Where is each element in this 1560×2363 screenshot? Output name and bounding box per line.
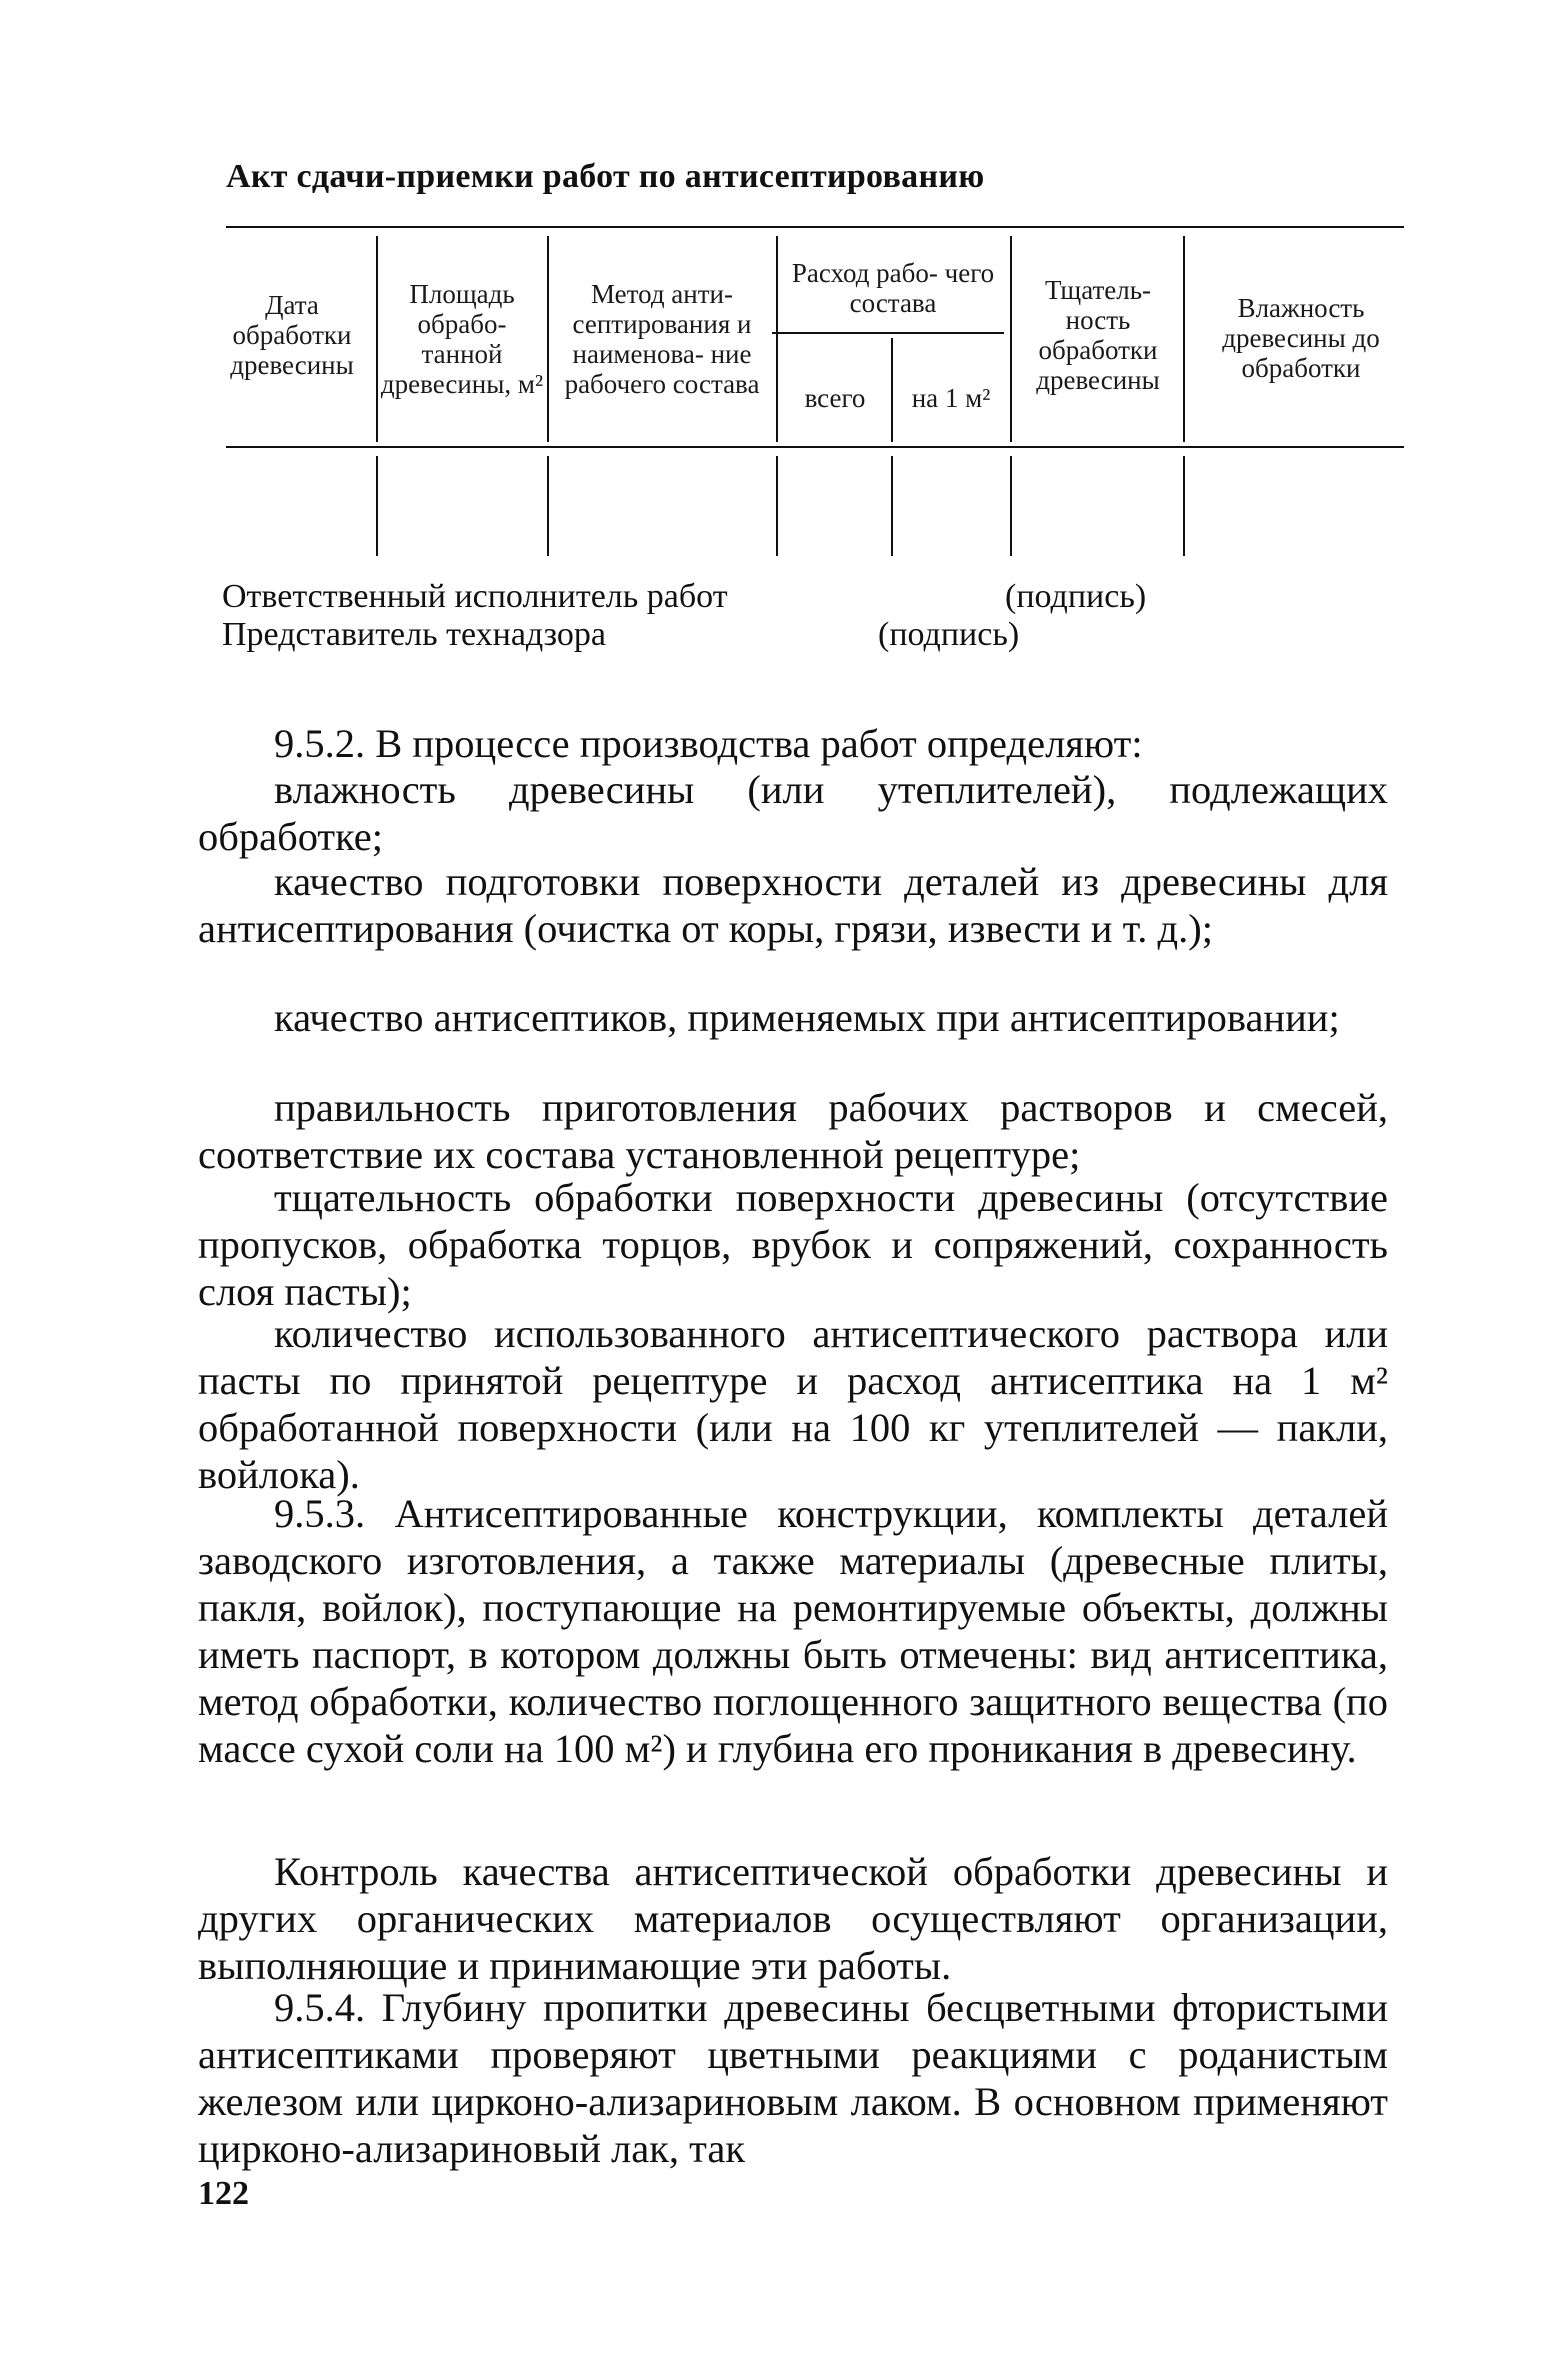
supervisor-signature: (подпись) xyxy=(878,616,1020,653)
row-divider-6 xyxy=(1183,456,1185,556)
col-divider-1 xyxy=(376,236,378,442)
col-divider-5 xyxy=(1010,236,1012,442)
paragraph-solution-preparation: правильность приготовления рабочих растворов и смесей, соответствие их состава установленной рецептуре; xyxy=(198,1085,1388,1177)
col-header-humidity: Влажность древесины до обработки xyxy=(1222,293,1380,383)
paragraph-surface-quality: качество подготовки поверхности деталей из древесины для антисептирования (очистка от коры, грязи, извести и т. д.); xyxy=(198,859,1388,951)
col-divider-4 xyxy=(891,338,893,442)
consumption-sub-rule xyxy=(772,332,1004,334)
row-divider-3 xyxy=(776,456,778,556)
col-divider-6 xyxy=(1183,236,1185,442)
paragraph-solution-amount: количество использованного антисептического раствора или пасты по принятой рецептуре и расход антисептика на 1 м² обработанной поверхности (или на 100 кг утеплителей — пакли, войлока). xyxy=(198,1311,1388,1497)
col-header-total: всего xyxy=(804,383,866,413)
table-top-rule xyxy=(226,226,1404,228)
col-header-per-m2: на 1 м² xyxy=(911,383,991,413)
page-number: 122 xyxy=(198,2175,249,2212)
col-header-thoroughness: Тщатель- ность обработки древесины xyxy=(1036,275,1160,395)
col-header-method: Метод анти- септирования и наименова- ние рабочего состава xyxy=(564,279,760,399)
table-header-rule xyxy=(226,446,1404,448)
row-divider-2 xyxy=(547,456,549,556)
row-divider-1 xyxy=(376,456,378,556)
form-title: Акт сдачи-приемки работ по антисептированию xyxy=(226,158,985,195)
col-divider-2 xyxy=(547,236,549,442)
col-header-date: Дата обработки древесины xyxy=(230,290,354,380)
row-divider-5 xyxy=(1010,456,1012,556)
paragraph-thoroughness: тщательность обработки поверхности древесины (отсутствие пропусков, обработка торцов, врубок и сопряжений, сохранность слоя пасты); xyxy=(198,1175,1388,1314)
row-divider-4 xyxy=(891,456,893,556)
col-header-area: Площадь обрабо- танной древесины, м² xyxy=(380,279,544,399)
paragraph-antiseptic-quality: качество антисептиков, применяемых при антисептировании; xyxy=(274,995,1340,1040)
paragraph-9-5-3: 9.5.3. Антисептированные конструкции, комплекты деталей заводского изготовления, а также материалы (древесные плиты, пакля, войлок), поступающие на ремонтируемые объекты, должны иметь паспорт, в котором должны быть отмечены: вид антисептика, метод обработки, количество поглощенного защитного вещества (по массе сухой соли на 100 м²) и глубина его проникания в древесину. xyxy=(198,1491,1388,1771)
paragraph-quality-control: Контроль качества антисептической обработки древесины и других органических материалов осуществляют организации, выполняющие и принимающие эти работы. xyxy=(198,1849,1388,1988)
executor-label: Ответственный исполнитель работ xyxy=(222,578,728,615)
supervisor-label: Представитель технадзора xyxy=(222,616,606,653)
paragraph-9-5-4: 9.5.4. Глубину пропитки древесины бесцветными фтористыми антисептиками проверяют цветными реакциями с роданистым железом или цирконо-ализариновым лаком. В основном применяют цирконо-ализариновый лак, так xyxy=(198,1985,1388,2171)
executor-signature: (подпись) xyxy=(1005,578,1147,615)
paragraph-humidity: влажность древесины (или утеплителей), подлежащих обработке; xyxy=(198,767,1388,859)
col-header-consumption: Расход рабо- чего состава xyxy=(791,258,995,318)
paragraph-9-5-2: 9.5.2. В процессе производства работ определяют: xyxy=(274,721,1143,766)
col-divider-3 xyxy=(776,236,778,442)
